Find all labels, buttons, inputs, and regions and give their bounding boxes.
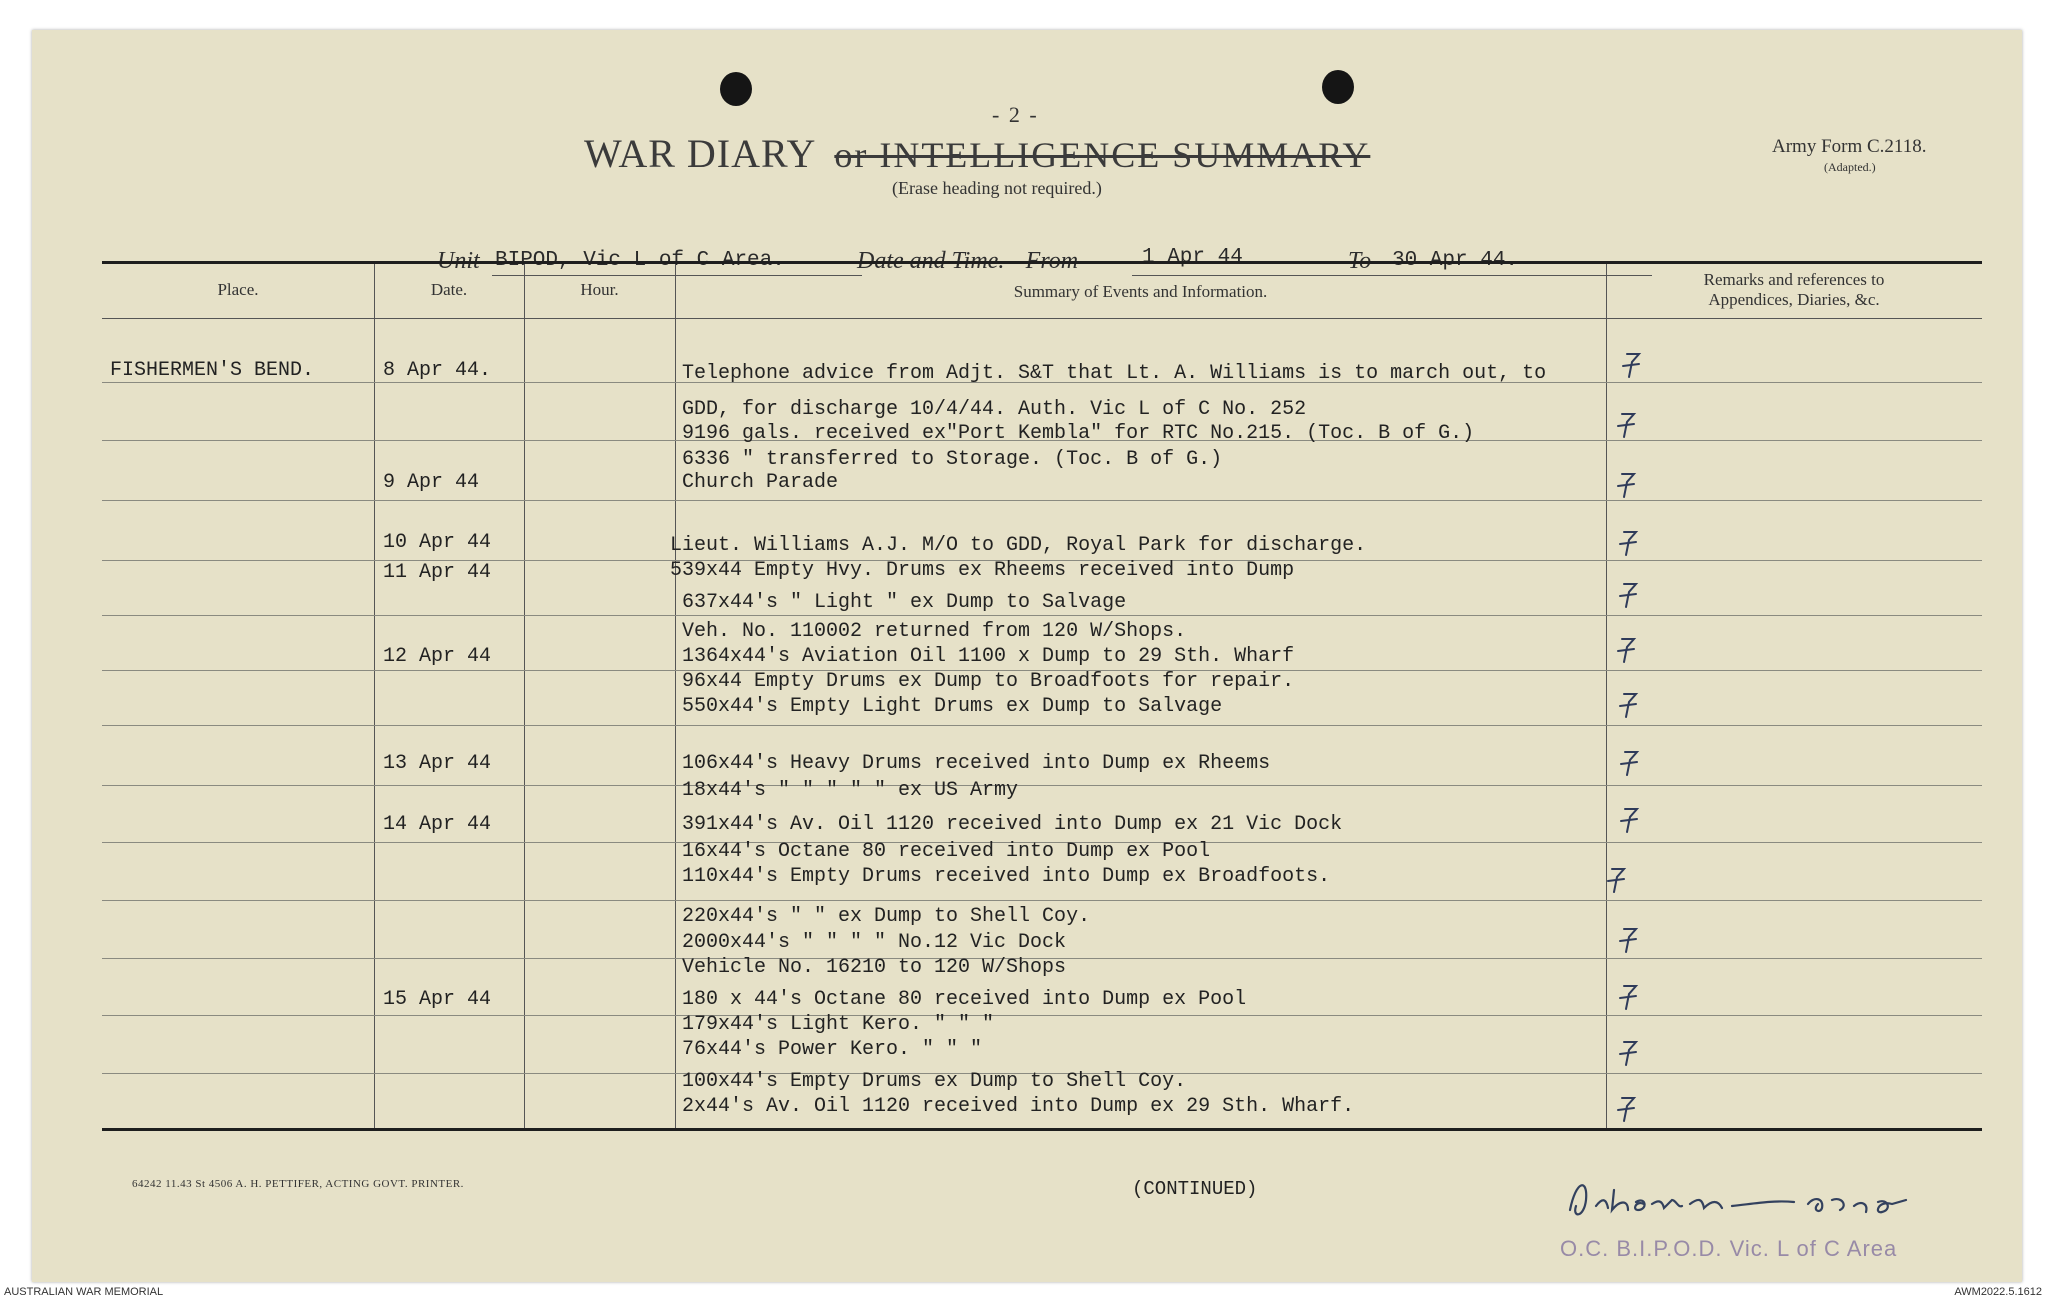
ruled-line: [102, 900, 1982, 901]
place-column-header: Place.: [217, 280, 259, 299]
summary-entry: GDD, for discharge 10/4/44. Auth. Vic L of C No. 252: [682, 398, 1307, 421]
adapted-note: (Adapted.): [1824, 160, 1876, 174]
initial-mark-icon: [1615, 805, 1645, 835]
page-number: - 2 -: [992, 102, 1039, 127]
hour-summary-divider: [675, 264, 676, 1128]
summary-entry: 637x44's " Light " ex Dump to Salvage: [682, 591, 1127, 614]
date-entry: 11 Apr 44: [383, 561, 492, 584]
summary-entry: 2x44's Av. Oil 1120 received into Dump ex 29 Sth. Wharf.: [682, 1095, 1355, 1118]
date-entry: 10 Apr 44: [383, 531, 492, 554]
to-value: 30 Apr 44.: [1392, 249, 1519, 272]
summary-entry: 2000x44's " " " " No.12 Vic Dock: [682, 931, 1067, 954]
summary-entry: 100x44's Empty Drums ex Dump to Shell Coy.: [682, 1070, 1187, 1093]
unit-underline: [492, 275, 862, 276]
initial-mark-icon: [1614, 690, 1644, 720]
initial-mark-icon: [1617, 350, 1647, 380]
date-entry: 15 Apr 44: [383, 988, 492, 1011]
initial-mark-icon: [1614, 982, 1644, 1012]
table-bottom-border: [102, 1128, 1982, 1131]
continued-note: (CONTINUED): [1132, 1178, 1258, 1200]
struck-heading: or INTELLIGENCE SUMMARY: [834, 135, 1371, 175]
summary-entry: 110x44's Empty Drums received into Dump ex Broadfoots.: [682, 865, 1331, 888]
summary-remarks-divider: [1606, 264, 1607, 1128]
army-form-number: Army Form C.2118.: [1772, 136, 1927, 157]
place-date-divider: [374, 264, 375, 1128]
summary-entry: 76x44's Power Kero. " " ": [682, 1038, 983, 1061]
summary-entry: 179x44's Light Kero. " " ": [682, 1013, 995, 1036]
hour-column-header: Hour.: [580, 280, 619, 299]
initial-mark-icon: [1612, 410, 1642, 440]
date-entry: 9 Apr 44: [383, 471, 480, 494]
summary-entry: 106x44's Heavy Drums received into Dump ex Rheems: [682, 752, 1271, 775]
ruled-line: [102, 725, 1982, 726]
date-entry: 14 Apr 44: [383, 813, 492, 836]
summary-entry: Veh. No. 110002 returned from 120 W/Shops.: [682, 620, 1187, 643]
date-column-header: Date.: [430, 280, 468, 299]
remarks-column-header-line2: Appendices, Diaries, &c.: [1708, 290, 1880, 309]
remarks-column-header-line1: Remarks and references to: [1703, 270, 1885, 289]
form-heading: [584, 130, 1370, 177]
form-title: WAR DIARY: [584, 131, 817, 176]
date-underline: [1132, 275, 1652, 276]
unit-value: BIPOD, Vic L of C Area.: [495, 249, 785, 272]
summary-entry: 96x44 Empty Drums ex Dump to Broadfoots for repair.: [682, 670, 1295, 693]
signature-icon: [1562, 1170, 1992, 1230]
initial-mark-icon: [1612, 470, 1642, 500]
ruled-line: [102, 785, 1982, 786]
initial-mark-icon: [1614, 528, 1644, 558]
summary-entry: 16x44's Octane 80 received into Dump ex Pool: [682, 840, 1211, 863]
punch-hole-left: [720, 72, 752, 106]
initial-mark-icon: [1614, 925, 1644, 955]
punch-hole-right: [1322, 70, 1354, 104]
to-label: To: [1348, 248, 1372, 274]
initial-mark-icon: [1612, 1094, 1642, 1124]
unit-label: Unit: [437, 248, 480, 274]
summary-entry: 550x44's Empty Light Drums ex Dump to Salvage: [682, 695, 1223, 718]
summary-entry: Church Parade: [682, 471, 839, 494]
ruled-line: [102, 1015, 1982, 1016]
place-entry: FISHERMEN'S BEND.: [110, 359, 315, 382]
summary-entry: 391x44's Av. Oil 1120 received into Dump ex 21 Vic Dock: [682, 813, 1343, 836]
summary-entry: 18x44's " " " " " ex US Army: [682, 779, 1019, 802]
archive-reference: AWM2022.5.1612: [1954, 1286, 2042, 1298]
archive-credit: AUSTRALIAN WAR MEMORIAL: [4, 1286, 164, 1298]
summary-entry: 6336 " transferred to Storage. (Toc. B of G.): [682, 448, 1223, 471]
summary-entry: 1364x44's Aviation Oil 1100 x Dump to 29 Sth. Wharf: [682, 645, 1295, 668]
initial-mark-icon: [1615, 748, 1645, 778]
diary-sheet: [32, 30, 2022, 1282]
date-entry: 8 Apr 44.: [383, 359, 492, 382]
summary-entry: 539x44 Empty Hvy. Drums ex Rheems received into Dump: [670, 559, 1295, 582]
summary-entry: 180 x 44's Octane 80 received into Dump ex Pool: [682, 988, 1247, 1011]
initial-mark-icon: [1602, 865, 1632, 895]
summary-entry: 220x44's " " ex Dump to Shell Coy.: [682, 905, 1091, 928]
ruled-line: [102, 615, 1982, 616]
date-entry: 12 Apr 44: [383, 645, 492, 668]
summary-entry: Telephone advice from Adjt. S&T that Lt. A. Williams is to march out, to: [682, 362, 1547, 385]
ruled-line: [102, 500, 1982, 501]
date-entry: 13 Apr 44: [383, 752, 492, 775]
initial-mark-icon: [1612, 635, 1642, 665]
summary-entry: 9196 gals. received ex"Port Kembla" for RTC No.215. (Toc. B of G.): [682, 422, 1475, 445]
summary-entry: Vehicle No. 16210 to 120 W/Shops: [682, 956, 1067, 979]
printer-imprint: 64242 11.43 St 4506 A. H. PETTIFER, ACTING GOVT. PRINTER.: [132, 1178, 464, 1190]
initial-mark-icon: [1614, 1038, 1644, 1068]
from-value: 1 Apr 44: [1142, 246, 1243, 269]
date-hour-divider: [524, 264, 525, 1128]
summary-column-header: Summary of Events and Information.: [1013, 282, 1268, 301]
header-rule: [102, 318, 1982, 319]
officer-stamp: O.C. B.I.P.O.D. Vic. L of C Area: [1560, 1236, 1898, 1261]
summary-entry: Lieut. Williams A.J. M/O to GDD, Royal Park for discharge.: [670, 534, 1367, 557]
erase-note: (Erase heading not required.): [892, 178, 1102, 198]
date-label: Date and Time.—From: [857, 248, 1079, 274]
initial-mark-icon: [1614, 580, 1644, 610]
table-top-border: [102, 261, 1982, 264]
